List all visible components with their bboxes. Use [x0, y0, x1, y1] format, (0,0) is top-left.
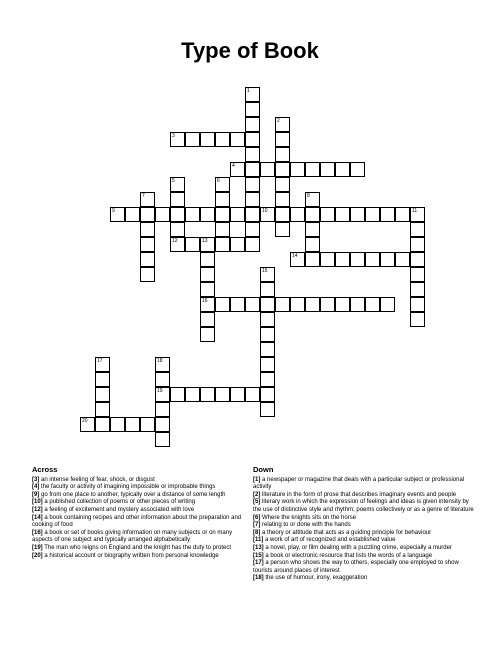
down-clue: [253, 530, 475, 538]
grid-cell[interactable]: [260, 342, 275, 357]
down-clues: [253, 466, 475, 583]
grid-cell[interactable]: [170, 192, 185, 207]
clue-number-label: 6: [217, 178, 220, 184]
grid-cell[interactable]: [200, 252, 215, 267]
grid-cell[interactable]: [260, 282, 275, 297]
grid-cell[interactable]: [335, 207, 350, 222]
clue-text: Where the knights sits on the horse: [260, 514, 357, 521]
grid-cell[interactable]: [95, 357, 110, 372]
grid-cell[interactable]: [305, 237, 320, 252]
clue-text: a published collection of poems or other pieces of writing: [42, 499, 196, 506]
grid-cell[interactable]: [215, 297, 230, 312]
grid-cell[interactable]: [245, 117, 260, 132]
grid-cell[interactable]: [155, 357, 170, 372]
grid-cell[interactable]: [410, 252, 425, 267]
grid-cell[interactable]: [305, 222, 320, 237]
across-clue: [32, 515, 254, 530]
grid-cell[interactable]: [335, 252, 350, 267]
grid-cell[interactable]: [350, 252, 365, 267]
grid-cell[interactable]: [245, 177, 260, 192]
clue-number: [6]: [253, 514, 261, 521]
grid-cell[interactable]: [305, 297, 320, 312]
grid-cell[interactable]: [80, 417, 95, 432]
clue-text: a work of art of recognized and established value: [263, 537, 396, 544]
clue-number: [19]: [32, 544, 43, 551]
grid-cell[interactable]: [230, 162, 245, 177]
grid-cell[interactable]: [275, 222, 290, 237]
grid-cell[interactable]: [170, 237, 185, 252]
grid-cell[interactable]: [275, 147, 290, 162]
grid-cell[interactable]: [410, 297, 425, 312]
grid-cell[interactable]: [305, 252, 320, 267]
grid-cell[interactable]: [95, 417, 110, 432]
grid-cell[interactable]: [260, 327, 275, 342]
down-clue: [253, 560, 475, 575]
clue-number-label: 19: [157, 388, 163, 394]
grid-cell[interactable]: [170, 177, 185, 192]
grid-cell[interactable]: [410, 282, 425, 297]
across-clue: [32, 484, 254, 492]
grid-cell[interactable]: [410, 207, 425, 222]
across-clue: [32, 492, 254, 500]
grid-cell[interactable]: [215, 177, 230, 192]
grid-cell[interactable]: [290, 207, 305, 222]
clue-text: a feeling of excitement and mystery associated with love: [42, 506, 195, 513]
down-heading: Down: [253, 465, 274, 474]
clue-number-label: 3: [172, 133, 175, 139]
clue-number-label: 16: [202, 298, 208, 304]
clue-text: a book or electronic resource that lists the words of a language: [263, 552, 433, 559]
grid-cell[interactable]: [275, 297, 290, 312]
clue-text: a theory or attitude that acts as a guiding principle for behaviour: [260, 529, 432, 536]
grid-cell[interactable]: [200, 282, 215, 297]
clue-number-label: 18: [157, 358, 163, 364]
grid-cell[interactable]: [245, 102, 260, 117]
grid-cell[interactable]: [155, 387, 170, 402]
down-clue: [253, 537, 475, 545]
grid-cell[interactable]: [200, 312, 215, 327]
grid-cell[interactable]: [230, 237, 245, 252]
down-clue: [253, 545, 475, 553]
grid-cell[interactable]: [290, 297, 305, 312]
clue-number-label: 17: [97, 358, 103, 364]
grid-cell[interactable]: [215, 132, 230, 147]
clue-number: [20]: [32, 552, 43, 559]
grid-cell[interactable]: [170, 387, 185, 402]
grid-cell[interactable]: [230, 207, 245, 222]
grid-cell[interactable]: [95, 387, 110, 402]
clue-text: the use of humour, irony, exaggeration: [263, 575, 368, 582]
grid-cell[interactable]: [200, 267, 215, 282]
down-clue: [253, 553, 475, 561]
grid-cell[interactable]: [170, 207, 185, 222]
clue-text: relating to or done with the hands: [260, 522, 351, 529]
clue-text: an intense feeling of fear, shock, or disgust: [39, 476, 155, 483]
clue-number: [11]: [253, 537, 264, 544]
grid-cell[interactable]: [350, 162, 365, 177]
grid-cell[interactable]: [260, 387, 275, 402]
grid-cell[interactable]: [410, 222, 425, 237]
grid-cell[interactable]: [275, 177, 290, 192]
clue-text: literary work in which the expression of feelings and ideas is given intensity by the use of distinctive style and rhythm; poems collectively or as a genre of literature: [253, 499, 474, 513]
grid-cell[interactable]: [260, 402, 275, 417]
grid-cell[interactable]: [155, 417, 170, 432]
clue-text: literature in the form of prose that describes imaginary events and people: [260, 491, 457, 498]
grid-cell[interactable]: [125, 417, 140, 432]
grid-cell[interactable]: [320, 252, 335, 267]
clue-number-label: 15: [262, 268, 268, 274]
grid-cell[interactable]: [140, 222, 155, 237]
grid-cell[interactable]: [290, 252, 305, 267]
grid-cell[interactable]: [350, 207, 365, 222]
grid-cell[interactable]: [395, 207, 410, 222]
clue-number: [3]: [32, 476, 40, 483]
clue-number: [18]: [253, 575, 264, 582]
grid-cell[interactable]: [410, 312, 425, 327]
grid-cell[interactable]: [110, 207, 125, 222]
clue-text: a book or set of books giving information on many subjects or on many aspects of one subject and typically arranged alphabetically: [32, 529, 233, 544]
grid-cell[interactable]: [245, 147, 260, 162]
clue-text: a person who shows the way to others, especially one employed to show tourists around places of interest: [253, 560, 459, 574]
clue-number: [2]: [253, 491, 261, 498]
grid-cell[interactable]: [335, 297, 350, 312]
clue-number: [7]: [253, 522, 261, 529]
across-clue-list: [32, 477, 254, 561]
grid-cell[interactable]: [110, 417, 125, 432]
clue-number-label: 13: [202, 238, 208, 244]
grid-cell[interactable]: [230, 387, 245, 402]
grid-cell[interactable]: [245, 297, 260, 312]
down-clue: [253, 522, 475, 530]
clue-number-label: 11: [412, 208, 418, 214]
grid-cell[interactable]: [260, 162, 275, 177]
clue-number: [10]: [32, 499, 43, 506]
clue-number-label: 1: [247, 88, 250, 94]
grid-cell[interactable]: [260, 312, 275, 327]
clue-text: a novel, play, or film dealing with a puzzling crime, especially a murder: [263, 544, 452, 551]
across-clue: [32, 553, 254, 561]
grid-cell[interactable]: [95, 372, 110, 387]
grid-cell[interactable]: [140, 252, 155, 267]
clue-number: [15]: [253, 552, 264, 559]
down-clue: [253, 499, 475, 514]
grid-cell[interactable]: [275, 132, 290, 147]
grid-cell[interactable]: [230, 297, 245, 312]
across-clue: [32, 507, 254, 515]
grid-cell[interactable]: [215, 207, 230, 222]
grid-cell[interactable]: [155, 432, 170, 447]
clue-number: [16]: [32, 529, 43, 536]
grid-cell[interactable]: [380, 252, 395, 267]
grid-cell[interactable]: [335, 162, 350, 177]
grid-cell[interactable]: [200, 237, 215, 252]
clue-text: a newspaper or magazine that deals with a particular subject or professional activity: [253, 476, 465, 491]
down-clue: [253, 575, 475, 583]
across-clue: [32, 530, 254, 545]
grid-cell[interactable]: [170, 222, 185, 237]
grid-cell[interactable]: [275, 162, 290, 177]
grid-cell[interactable]: [200, 132, 215, 147]
grid-cell[interactable]: [155, 207, 170, 222]
grid-cell[interactable]: [200, 387, 215, 402]
grid-cell[interactable]: [245, 207, 260, 222]
across-clue: [32, 477, 254, 485]
grid-cell[interactable]: [410, 237, 425, 252]
grid-cell[interactable]: [245, 162, 260, 177]
grid-cell[interactable]: [395, 252, 410, 267]
grid-cell[interactable]: [140, 267, 155, 282]
clue-text: a historical account or biography written from personal knowledge: [42, 552, 219, 559]
grid-cell[interactable]: [140, 417, 155, 432]
across-clue: [32, 545, 254, 553]
grid-cell[interactable]: [185, 132, 200, 147]
grid-cell[interactable]: [245, 237, 260, 252]
grid-cell[interactable]: [245, 222, 260, 237]
clue-text: go from one place to another, typically over a distance of some length: [39, 491, 226, 498]
grid-cell[interactable]: [245, 387, 260, 402]
grid-cell[interactable]: [200, 327, 215, 342]
grid-cell[interactable]: [185, 207, 200, 222]
clue-text: The man who reigns on England and the knight has the duty to protect: [42, 544, 232, 551]
grid-cell[interactable]: [95, 402, 110, 417]
grid-cell[interactable]: [320, 297, 335, 312]
grid-cell[interactable]: [245, 132, 260, 147]
grid-cell[interactable]: [245, 192, 260, 207]
grid-cell[interactable]: [350, 297, 365, 312]
clue-number: [5]: [253, 499, 261, 506]
grid-cell[interactable]: [290, 162, 305, 177]
grid-cell[interactable]: [140, 237, 155, 252]
clue-number-label: 4: [232, 163, 235, 169]
down-clue: [253, 515, 475, 523]
across-clue: [32, 499, 254, 507]
grid-cell[interactable]: [125, 207, 140, 222]
clue-text: a book containing recipes and other information about the preparation and cooking of food: [32, 514, 242, 529]
grid-cell[interactable]: [305, 207, 320, 222]
grid-cell[interactable]: [365, 207, 380, 222]
grid-cell[interactable]: [275, 192, 290, 207]
grid-cell[interactable]: [260, 207, 275, 222]
clue-number: [13]: [253, 544, 264, 551]
grid-cell[interactable]: [410, 267, 425, 282]
grid-cell[interactable]: [200, 297, 215, 312]
clue-text: the faculty or activity of imagining impossible or improbable things: [39, 484, 216, 491]
grid-cell[interactable]: [305, 192, 320, 207]
grid-cell[interactable]: [185, 237, 200, 252]
clue-number-label: 9: [112, 208, 115, 214]
clue-number-label: 12: [172, 238, 178, 244]
clue-number-label: 20: [82, 418, 88, 424]
grid-cell[interactable]: [230, 132, 245, 147]
across-heading: Across: [32, 465, 58, 474]
grid-cell[interactable]: [260, 357, 275, 372]
clue-number-label: 7: [142, 193, 145, 199]
grid-cell[interactable]: [185, 387, 200, 402]
clue-number-label: 14: [292, 253, 298, 259]
grid-cell[interactable]: [260, 267, 275, 282]
clue-number: [12]: [32, 506, 43, 513]
grid-cell[interactable]: [275, 207, 290, 222]
grid-cell[interactable]: [215, 387, 230, 402]
grid-cell[interactable]: [275, 117, 290, 132]
clue-number-label: 5: [172, 178, 175, 184]
clue-number-label: 10: [262, 208, 268, 214]
down-clue-list: [253, 477, 475, 583]
grid-cell[interactable]: [200, 207, 215, 222]
grid-cell[interactable]: [320, 162, 335, 177]
clue-number: [17]: [253, 560, 264, 567]
grid-cell[interactable]: [320, 207, 335, 222]
clue-number: [9]: [32, 491, 40, 498]
across-clues: [32, 466, 254, 560]
grid-cell[interactable]: [155, 402, 170, 417]
down-clue: [253, 477, 475, 492]
grid-cell[interactable]: [365, 297, 380, 312]
clue-number: [4]: [32, 484, 40, 491]
clue-number-label: 2: [277, 118, 280, 124]
grid-cell[interactable]: [215, 222, 230, 237]
clue-number: [14]: [32, 514, 43, 521]
grid-cell[interactable]: [215, 192, 230, 207]
grid-cell[interactable]: [140, 207, 155, 222]
clue-number: [8]: [253, 529, 261, 536]
clue-number-label: 8: [307, 193, 310, 199]
grid-cell[interactable]: [155, 372, 170, 387]
grid-cell[interactable]: [170, 132, 185, 147]
grid-cell[interactable]: [215, 237, 230, 252]
grid-cell[interactable]: [365, 252, 380, 267]
grid-cell[interactable]: [260, 297, 275, 312]
clue-number: [1]: [253, 476, 261, 483]
puzzle-title: Type of Book: [181, 38, 319, 63]
grid-cell[interactable]: [260, 372, 275, 387]
grid-cell[interactable]: [305, 162, 320, 177]
down-clue: [253, 492, 475, 500]
grid-cell[interactable]: [380, 207, 395, 222]
grid-cell[interactable]: [140, 192, 155, 207]
grid-cell[interactable]: [245, 87, 260, 102]
grid-cell[interactable]: [380, 297, 395, 312]
